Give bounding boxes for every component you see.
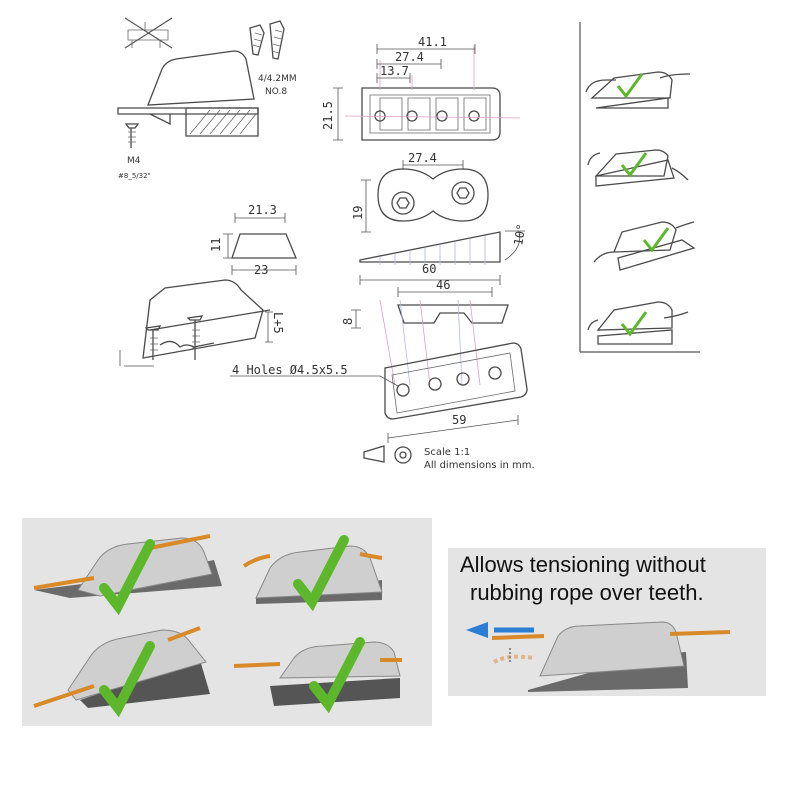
bolt-imperial-label: #8_5/32"	[118, 172, 151, 180]
dim-27-4-top: 27.4	[395, 50, 424, 64]
caption-line-1: Allows tensioning without	[460, 552, 706, 577]
cleat-top-view	[361, 160, 488, 232]
check-example-1	[586, 72, 690, 108]
check-example-3	[594, 222, 694, 270]
dim-27-4-mid: 27.4	[408, 151, 437, 165]
dim-11: 11	[209, 237, 223, 252]
dim-23: 23	[254, 263, 269, 277]
base-plate-holes-view	[230, 343, 527, 443]
holes-label: 4 Holes Ø4.5x5.5	[232, 363, 348, 377]
right-panel-divider	[580, 22, 700, 352]
base-plate-top-view	[345, 45, 520, 140]
wedge-side-view	[360, 231, 525, 285]
screw-size-label: 4/4.2MM	[258, 74, 297, 84]
wood-screw-icon	[250, 21, 284, 59]
dim-60: 60	[422, 262, 437, 276]
crossed-out-icon	[125, 18, 172, 48]
dim-59: 59	[452, 413, 467, 427]
dim-l-plus-5: L+5	[271, 312, 285, 334]
dim-41-1: 41.1	[418, 35, 447, 49]
dim-21-5: 21.5	[321, 101, 335, 130]
scale-label: Scale 1:1	[424, 447, 471, 458]
cleat-mounted-side-view	[118, 51, 258, 148]
base-section-view	[351, 287, 508, 385]
cleat-with-screws-view	[120, 280, 273, 366]
usage-photo-panel	[22, 518, 432, 726]
units-label: All dimensions in mm.	[424, 460, 535, 471]
screw-number-label: NO.8	[265, 87, 288, 97]
check-example-2	[588, 150, 688, 186]
check-example-4	[588, 302, 688, 344]
dim-13-7: 13.7	[380, 64, 409, 78]
dim-19: 19	[351, 205, 365, 220]
dim-21-3: 21.3	[248, 203, 277, 217]
bolt-size-label: M4	[127, 156, 141, 166]
scale-icons	[364, 446, 411, 463]
dim-46: 46	[436, 278, 451, 292]
dim-10-deg: 10°	[511, 222, 529, 247]
caption-line-2: rubbing rope over teeth.	[470, 580, 704, 605]
dim-8: 8	[341, 317, 355, 325]
